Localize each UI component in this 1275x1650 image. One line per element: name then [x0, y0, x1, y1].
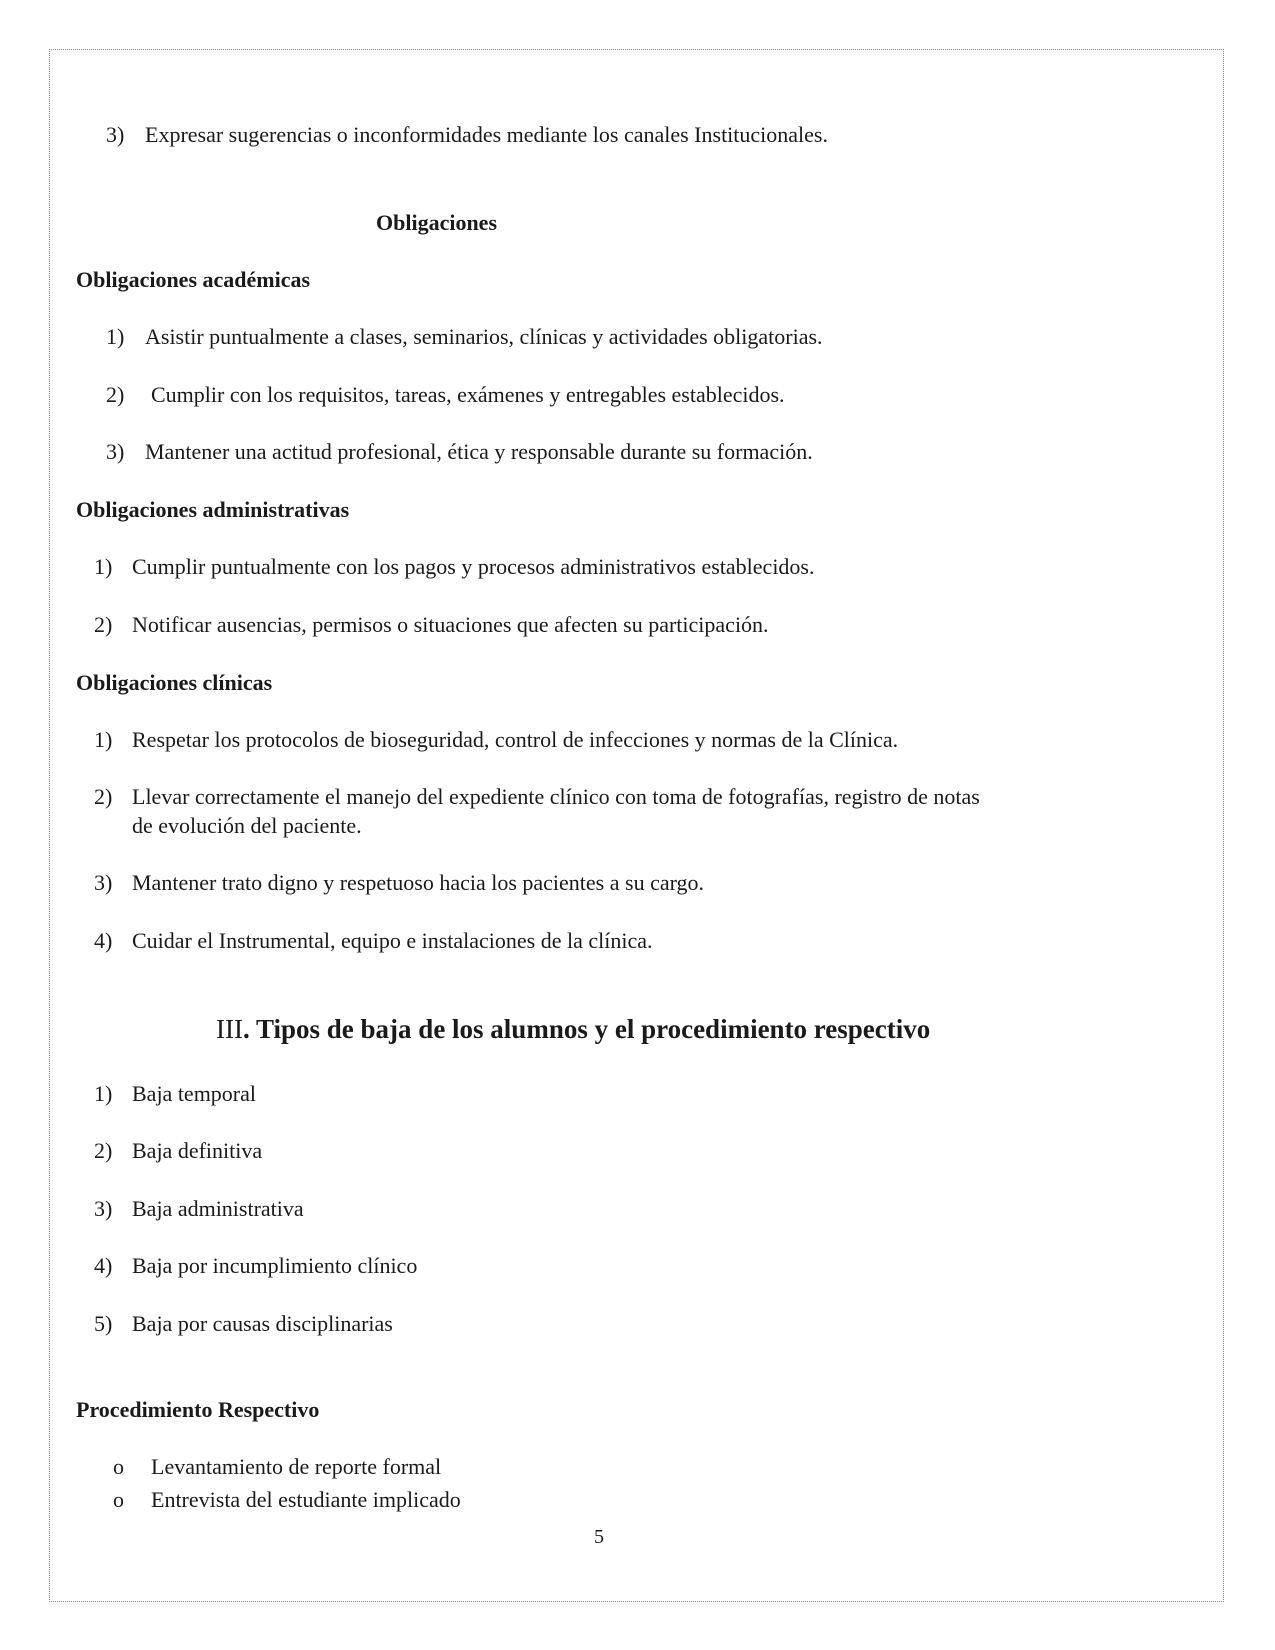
section-title: Obligaciones: [376, 210, 498, 235]
list-item-text-continued: de evolución del paciente.: [132, 813, 362, 838]
list-item-text: Expresar sugerencias o inconformidades mediante los canales Institucionales.: [145, 122, 828, 147]
list-item-text: Notificar ausencias, permisos o situaciones que afecten su participación.: [132, 612, 769, 637]
section-heading-iii: [216, 1012, 930, 1046]
list-number: 1): [94, 554, 113, 579]
list-item-text: Baja temporal: [132, 1081, 257, 1106]
list-item-text: Cumplir con los requisitos, tareas, exámenes y entregables establecidos.: [151, 382, 785, 407]
list-number: 1): [94, 1081, 113, 1106]
roman-numeral: III: [216, 1014, 243, 1044]
list-item-text: Mantener una actitud profesional, ética y responsable durante su formación.: [145, 439, 813, 464]
list-number: 2): [94, 1138, 113, 1163]
list-number: 3): [94, 870, 113, 895]
bullet-marker: o: [113, 1487, 124, 1512]
list-number: 1): [94, 727, 113, 752]
list-number: 2): [94, 784, 113, 809]
list-item-text: Baja definitiva: [132, 1138, 263, 1163]
list-item-text: Asistir puntualmente a clases, seminarios, clínicas y actividades obligatorias.: [145, 324, 823, 349]
list-item-text: Baja por incumplimiento clínico: [132, 1253, 418, 1278]
list-item-text: Cumplir puntualmente con los pagos y procesos administrativos establecidos.: [132, 554, 815, 579]
bullet-item-text: Levantamiento de reporte formal: [151, 1454, 442, 1479]
subheading-academicas: Obligaciones académicas: [76, 267, 311, 292]
list-number: 3): [94, 1196, 113, 1221]
bullet-marker: o: [113, 1454, 124, 1479]
list-number: 2): [106, 382, 125, 407]
section-heading-text: . Tipos de baja de los alumnos y el procedimiento respectivo: [242, 1014, 931, 1044]
page-number: 5: [594, 1526, 604, 1548]
subheading-procedimiento: Procedimiento Respectivo: [76, 1397, 320, 1422]
list-item-text: Baja por causas disciplinarias: [132, 1311, 393, 1336]
list-item-text: Cuidar el Instrumental, equipo e instalaciones de la clínica.: [132, 928, 653, 953]
list-number: 4): [94, 1253, 113, 1278]
list-number: 3): [106, 439, 125, 464]
list-number: 3): [106, 122, 125, 147]
list-item-text: Respetar los protocolos de bioseguridad, control de infecciones y normas de la Clínica.: [132, 727, 899, 752]
list-item-text: Mantener trato digno y respetuoso hacia los pacientes a su cargo.: [132, 870, 705, 895]
bullet-item-text: Entrevista del estudiante implicado: [151, 1487, 461, 1512]
list-item-text: Llevar correctamente el manejo del expediente clínico con toma de fotografías, registro de notas: [132, 784, 980, 809]
subheading-clinicas: Obligaciones clínicas: [76, 670, 273, 695]
list-number: 1): [106, 324, 125, 349]
list-number: 2): [94, 612, 113, 637]
list-number: 4): [94, 928, 113, 953]
list-number: 5): [94, 1311, 113, 1336]
list-item-text: Baja administrativa: [132, 1196, 304, 1221]
subheading-administrativas: Obligaciones administrativas: [76, 497, 350, 522]
